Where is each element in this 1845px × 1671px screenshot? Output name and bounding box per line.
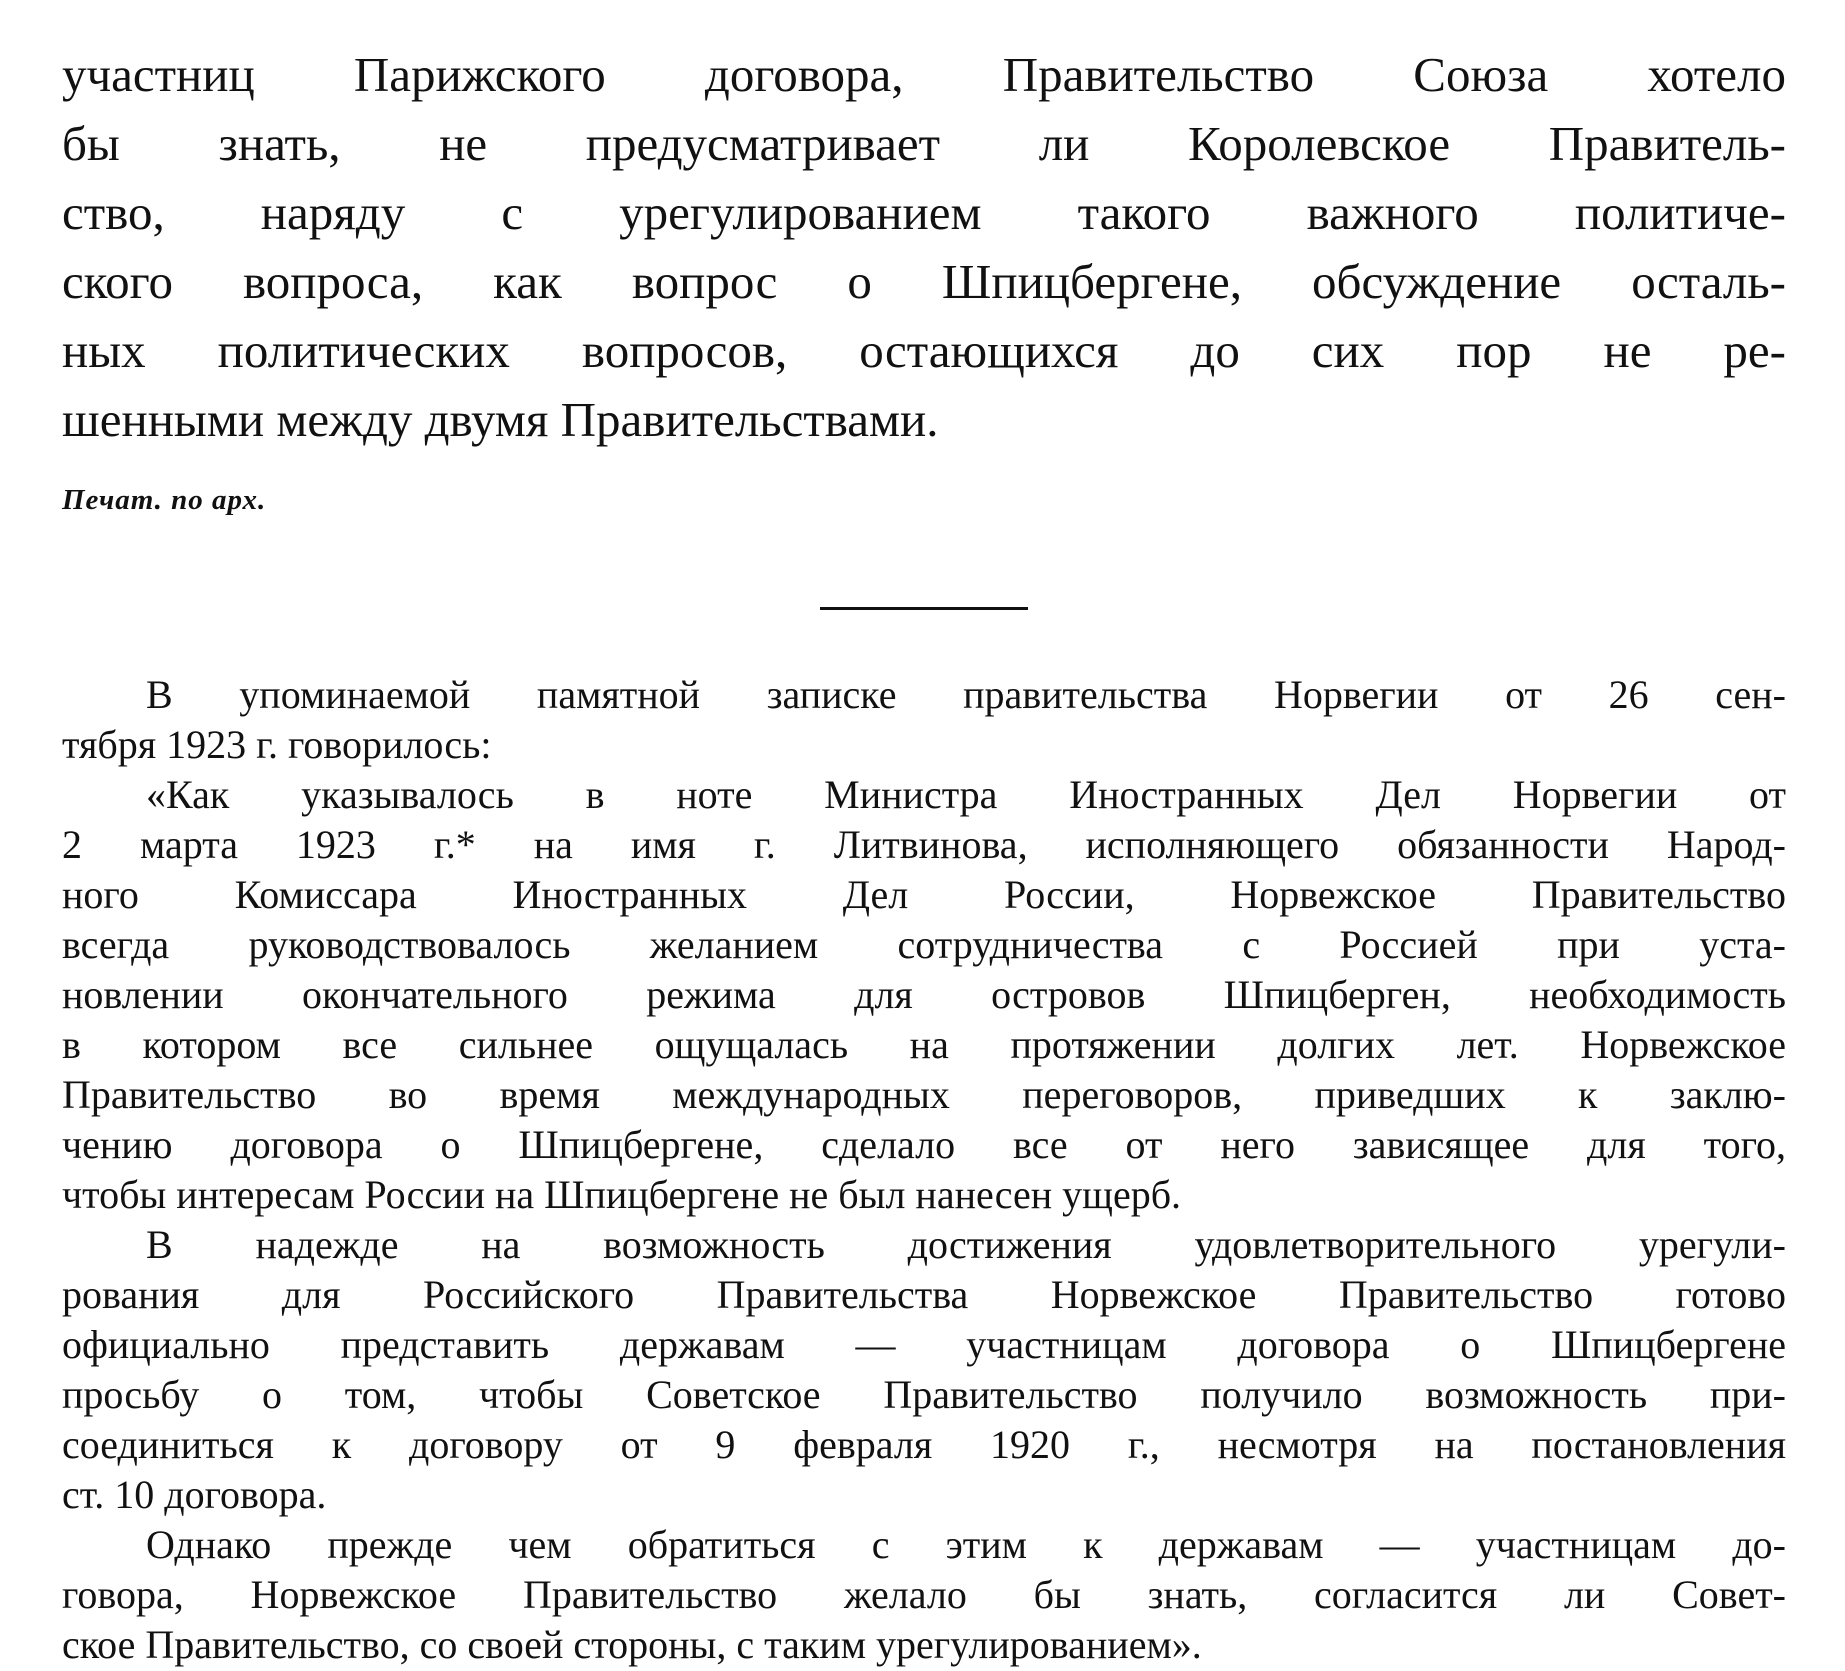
text-line: ного Комиссара Иностранных Дел России, Норвежское Правительство — [62, 872, 1786, 917]
text-line: Однако прежде чем обратиться с этим к державам — участницам до- — [146, 1522, 1786, 1567]
text-line: всегда руководствовалось желанием сотрудничества с Россией при уста- — [62, 922, 1786, 967]
text-line: Правительство во время международных переговоров, приведших к заклю- — [62, 1072, 1786, 1117]
text-line: официально представить державам — участницам договора о Шпицбергене — [62, 1322, 1786, 1367]
commentary-section — [62, 670, 1786, 1670]
document-page — [62, 40, 1786, 1670]
source-note: Печат. по арх. — [62, 484, 267, 516]
text-line: ных политических вопросов, остающихся до сих пор не ре- — [62, 323, 1786, 378]
text-line: ст. 10 договора. — [62, 1472, 327, 1517]
commentary-paragraph — [62, 1220, 1786, 1520]
text-line: ство, наряду с урегулированием такого важного политиче- — [62, 185, 1786, 240]
main-paragraph — [62, 40, 1786, 454]
section-divider — [820, 607, 1028, 610]
text-line: бы знать, не предусматривает ли Королевское Правитель- — [62, 116, 1786, 171]
text-line: тября 1923 г. говорилось: — [62, 722, 492, 767]
commentary-paragraph — [62, 770, 1786, 1220]
commentary-paragraph — [62, 670, 1786, 770]
text-line: рования для Российского Правительства Норвежское Правительство готово — [62, 1272, 1786, 1317]
text-line: 2 марта 1923 г.* на имя г. Литвинова, исполняющего обязанности Народ- — [62, 822, 1786, 867]
text-line: чению договора о Шпицбергене, сделало все от него зависящее для того, — [62, 1122, 1786, 1167]
commentary-paragraph — [62, 1520, 1786, 1670]
text-line: чтобы интересам России на Шпицбергене не был нанесен ущерб. — [62, 1172, 1182, 1217]
text-line: просьбу о том, чтобы Советское Правительство получило возможность при- — [62, 1372, 1786, 1417]
text-line: в котором все сильнее ощущалась на протяжении долгих лет. Норвежское — [62, 1022, 1786, 1067]
text-line: соединиться к договору от 9 февраля 1920 г., несмотря на постановления — [62, 1422, 1786, 1467]
text-line: шенными между двумя Правительствами. — [62, 392, 939, 447]
text-line: участниц Парижского договора, Правительство Союза хотело — [62, 47, 1786, 102]
text-line: ское Правительство, со своей стороны, с таким урегулированием». — [62, 1622, 1202, 1667]
text-line: ского вопроса, как вопрос о Шпицбергене, обсуждение осталь- — [62, 254, 1786, 309]
text-line: «Как указывалось в ноте Министра Иностранных Дел Норвегии от — [146, 772, 1786, 817]
text-line: В надежде на возможность достижения удовлетворительного урегули- — [146, 1222, 1786, 1267]
text-line: В упоминаемой памятной записке правительства Норвегии от 26 сен- — [146, 672, 1786, 717]
text-line: говора, Норвежское Правительство желало бы знать, согласится ли Совет- — [62, 1572, 1786, 1617]
text-line: новлении окончательного режима для островов Шпицберген, необходимость — [62, 972, 1786, 1017]
